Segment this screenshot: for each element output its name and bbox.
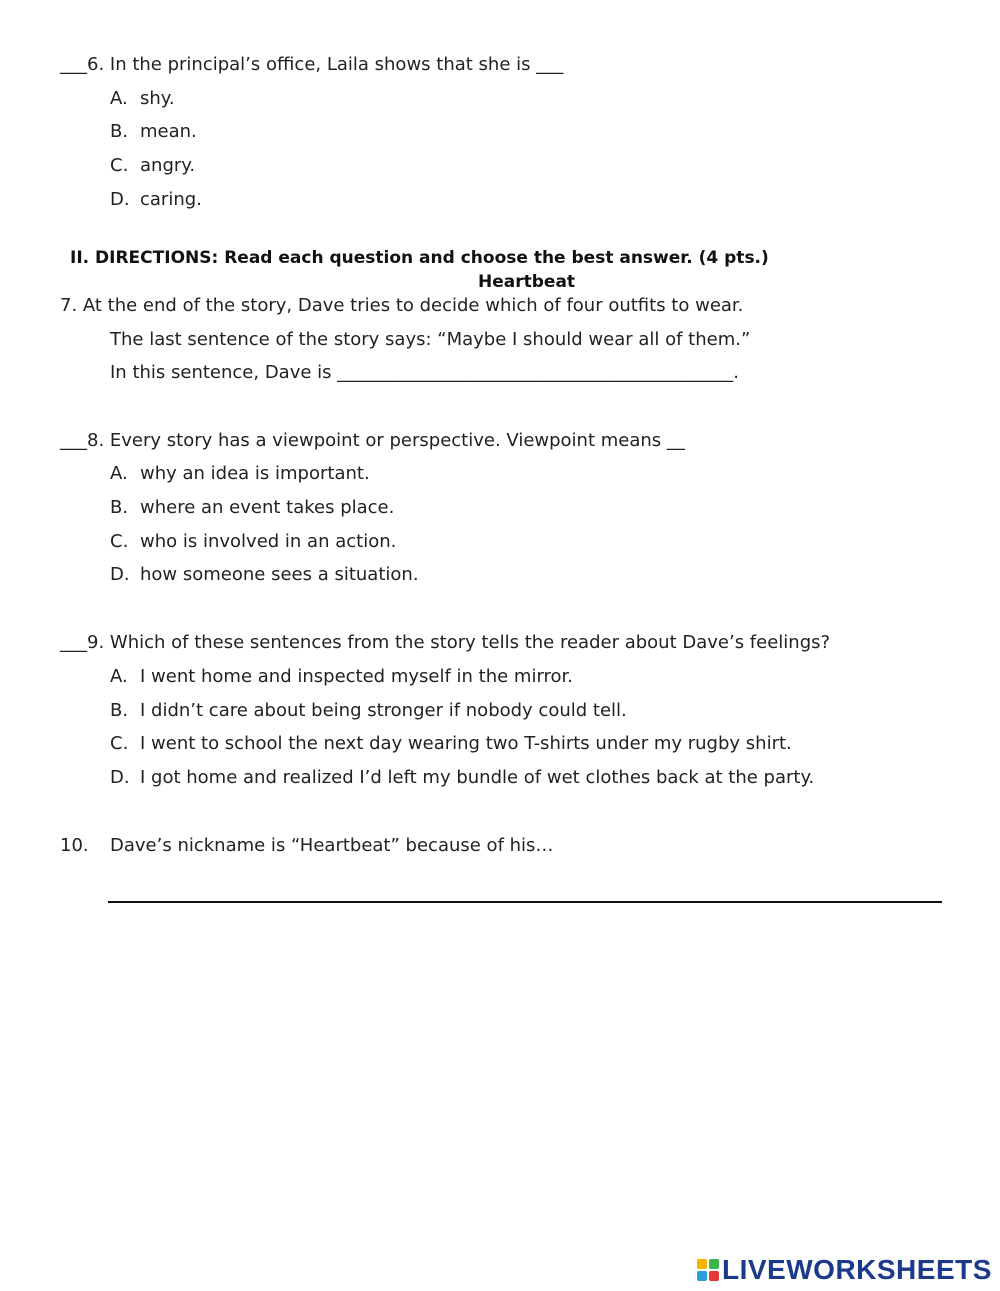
option-letter: A. [110,463,128,484]
question-7-blank[interactable]: In this sentence, Dave is ____________________________________________. [110,362,739,383]
option-text: why an idea is important. [140,463,370,484]
question-8-stem: ___8. Every story has a viewpoint or perspective. Viewpoint means __ [60,430,685,451]
logo-tiles-icon [697,1259,719,1281]
option-text: where an event takes place. [140,497,395,518]
option-letter: D. [110,767,130,788]
option-letter: D. [110,189,130,210]
question-9-stem: ___9. Which of these sentences from the story tells the reader about Dave’s feelings? [60,632,831,653]
option-letter: B. [110,700,129,721]
question-10-answer-line[interactable] [108,901,942,903]
logo-tile [697,1271,707,1281]
question-6-option-d[interactable] [110,189,202,211]
option-text: I went home and inspected myself in the mirror. [140,666,574,687]
question-7-stem: 7. At the end of the story, Dave tries to decide which of four outfits to wear. [60,295,744,316]
story-title: Heartbeat [478,272,576,292]
option-text: I went to school the next day wearing two T-shirts under my rugby shirt. [140,733,792,754]
option-letter: B. [110,497,129,518]
logo-tile [709,1259,719,1269]
logo-tile [709,1271,719,1281]
question-8-option-c[interactable] [110,531,396,553]
question-8-option-d[interactable] [110,564,419,586]
question-6-option-a[interactable] [110,88,175,110]
option-text: angry. [140,155,196,176]
option-text: how someone sees a situation. [140,564,419,585]
question-10-text: Dave’s nickname is “Heartbeat” because of his… [110,835,554,856]
option-letter: C. [110,733,129,754]
option-text: who is involved in an action. [140,531,397,552]
option-letter: C. [110,531,129,552]
question-6-option-b[interactable] [110,121,197,143]
option-text: I didn’t care about being stronger if nobody could tell. [140,700,627,721]
question-9-option-a[interactable] [110,666,573,688]
option-letter: A. [110,88,128,109]
option-letter: A. [110,666,128,687]
question-9-option-b[interactable] [110,700,627,722]
option-letter: D. [110,564,130,585]
question-6-stem: ___6. In the principal’s office, Laila shows that she is ___ [60,54,564,75]
question-8-option-b[interactable] [110,497,394,519]
logo-text: LIVEWORKSHEETS [722,1254,992,1285]
option-letter: C. [110,155,129,176]
question-7-quote: The last sentence of the story says: “Maybe I should wear all of them.” [110,329,751,350]
option-text: caring. [140,189,202,210]
option-text: I got home and realized I’d left my bundle of wet clothes back at the party. [140,767,815,788]
logo-tile [697,1259,707,1269]
question-9-option-c[interactable] [110,733,792,755]
section-directions: II. DIRECTIONS: Read each question and choose the best answer. (4 pts.) [70,248,769,268]
option-text: mean. [140,121,197,142]
question-10-number: 10. [60,835,89,856]
question-8-option-a[interactable] [110,463,370,485]
question-6-option-c[interactable] [110,155,195,177]
liveworksheets-logo [697,1255,992,1285]
question-9-option-d[interactable] [110,767,814,789]
option-letter: B. [110,121,129,142]
option-text: shy. [140,88,175,109]
